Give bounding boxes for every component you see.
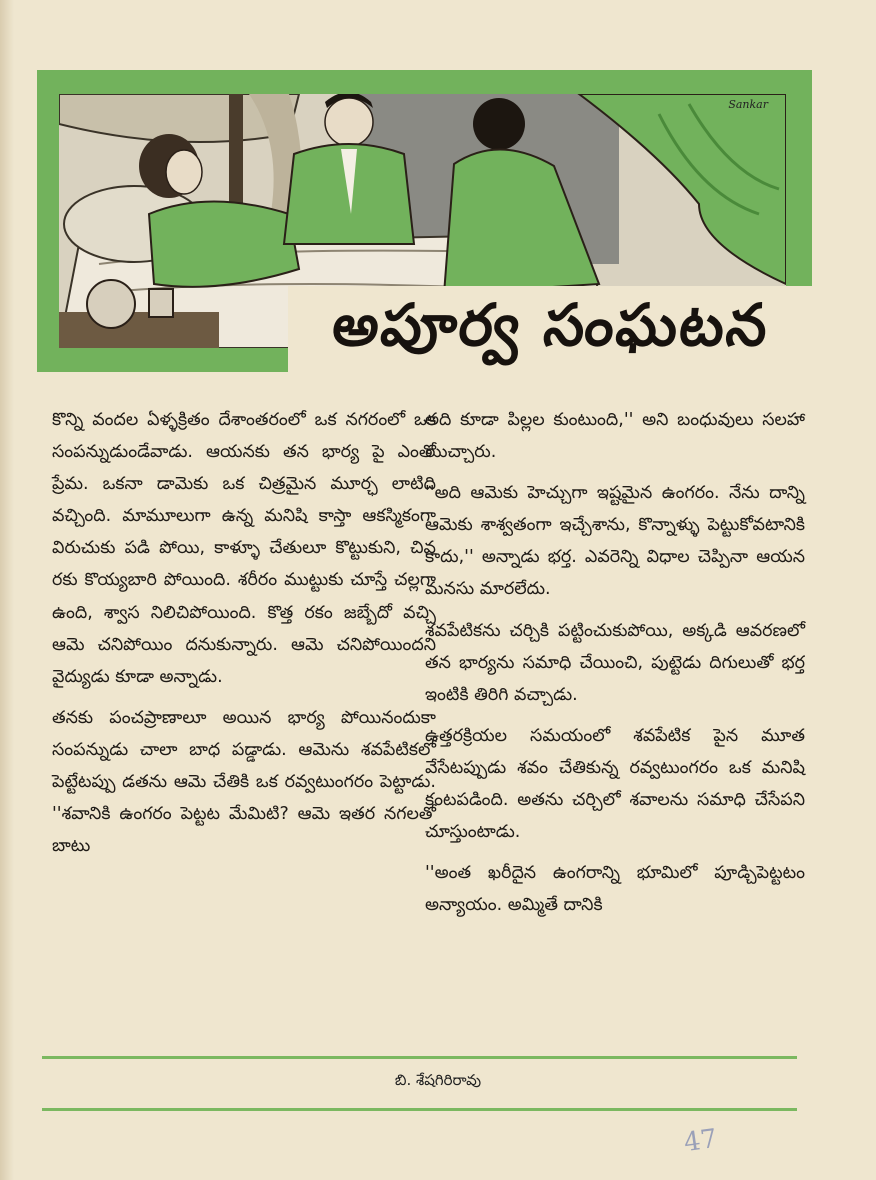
article-left-column — [52, 404, 436, 871]
illustrator-signature: Sankar — [728, 98, 768, 111]
page-edge — [0, 0, 14, 1180]
paragraph: అది కూడా పిల్లల కుంటుంది,'' అని బంధువులు సలహా యిచ్చారు. — [425, 410, 805, 463]
article-right-column — [425, 404, 805, 930]
title-box — [288, 286, 812, 378]
paragraph: తనకు పంచప్రాణాలూ అయిన భార్య పోయినందుకా సంపన్నుడు చాలా బాధ పడ్డాడు. ఆమెను శవపేటికలో పెట్టేటప్పు డతను ఆమె చేతికి ఒక రవ్వటుంగరం పెట్టాడు. ''శవానికి ఉంగరం పెట్టట మేమిటి? ఆమె ఇతర నగలతో బాటు — [52, 707, 436, 857]
author-name: బి. శేషగిరిరావు — [394, 1071, 482, 1089]
paragraph: ''అంత ఖరీదైన ఉంగరాన్ని భూమిలో పూడ్చిపెట్టటం అన్యాయం. అమ్మితే దానికి — [425, 863, 805, 916]
footer-divider-top — [42, 1056, 797, 1059]
page-number: 47 — [682, 1123, 720, 1159]
paragraph: ఉత్తరక్రియల సమయంలో శవపేటిక పైన మూత వేసేటప్పుడు శవం చేతికున్న రవ్వటుంగరం ఒక మనిషి కంటపడింది. అతను చర్చిలో శవాలను సమాధి చేసేపని చూస్తుంటాడు. — [425, 725, 805, 843]
paragraph: కొన్ని వందల ఏళ్ళక్రితం దేశాంతరంలో ఒక నగరంలో ఒక సంపన్నుడుండేవాడు. ఆయనకు తన భార్య పై ఎంతో ప్రేమ. ఒకనా డామెకు ఒక చిత్రమైన మూర్ఛ లాటిది వచ్చింది. మామూలుగా ఉన్న మనిషి కాస్తా ఆకస్మికంగా విరుచుకు పడి పోయి, కాళ్ళూ చేతులూ కొట్టుకుని, చివ రకు కొయ్యబారి పోయింది. శరీరం ముట్టుకు చూస్తే చల్లగా ఉంది, శ్వాస నిలిచిపోయింది. కొత్త రకం జబ్బేదో వచ్చి ఆమె చనిపోయిం దనుకున్నారు. ఆమె చనిపోయిందని వైద్యుడు కూడా అన్నాడు. — [52, 410, 436, 687]
paragraph: శవపేటికను చర్చికి పట్టించుకుపోయి, అక్కడి ఆవరణలో తన భార్యను సమాధి చేయించి, పుట్టెడు దిగులుతో భర్త ఇంటికి తిరిగి వచ్చాడు. — [425, 620, 805, 705]
paragraph: ''అది ఆమెకు హెచ్చుగా ఇష్టమైన ఉంగరం. నేను దాన్ని ఆమెకు శాశ్వతంగా ఇచ్చేశాను, కొన్నాళ్ళు పెట్టుకోవటానికి కాదు,'' అన్నాడు భర్త. ఎవరెన్ని విధాల చెప్పినా ఆయన మనసు మారలేదు. — [425, 483, 805, 600]
footer-divider-bottom — [42, 1108, 797, 1111]
story-title: అపూర్వ సంఘటన — [328, 290, 773, 359]
